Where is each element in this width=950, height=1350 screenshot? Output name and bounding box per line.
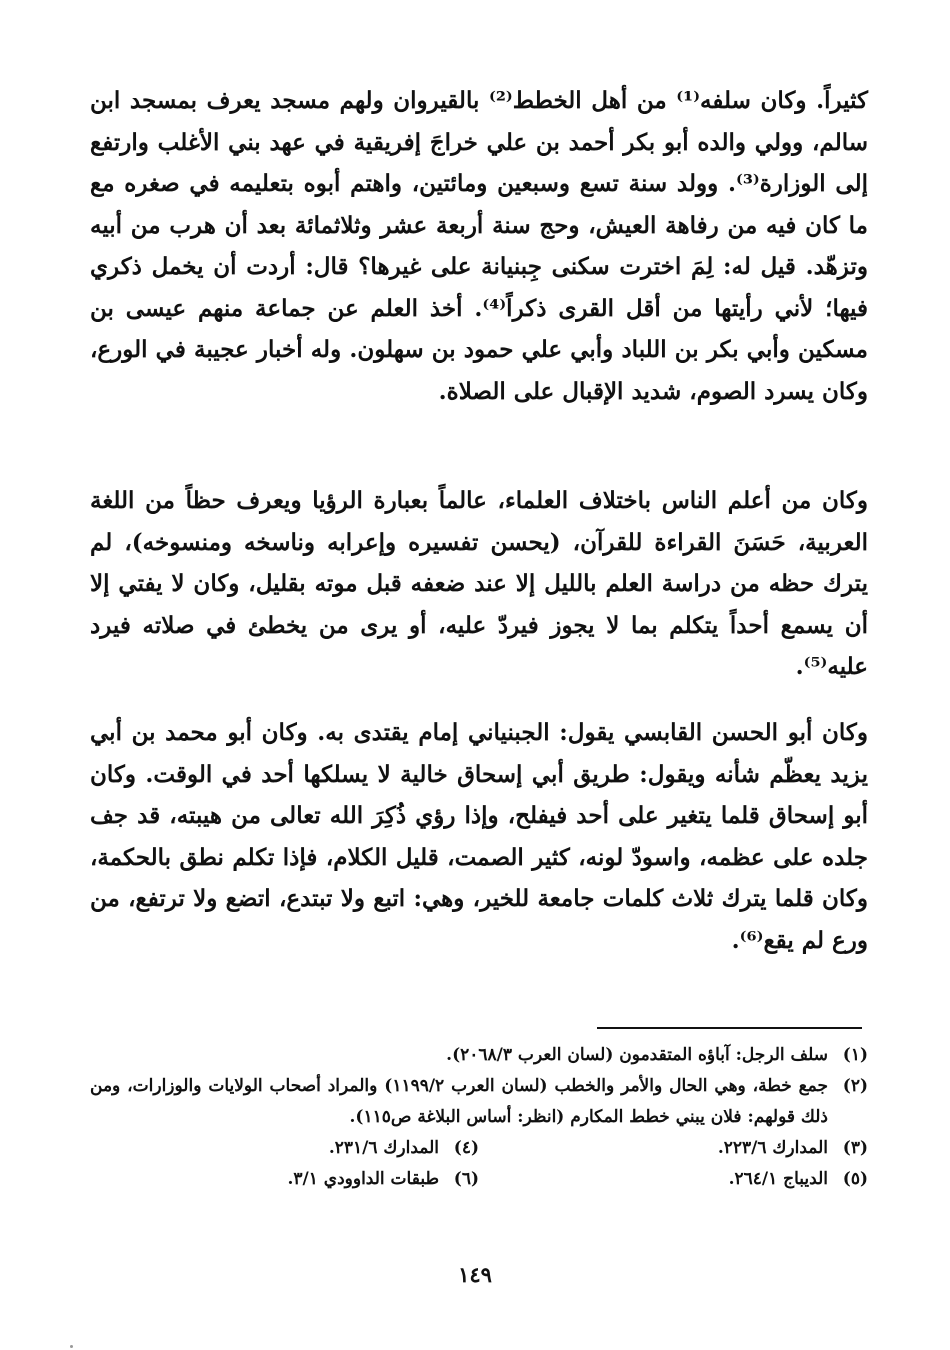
body-paragraph-3	[90, 712, 868, 961]
footnote-3-text: المدارك ٢٢٣/٦.	[717, 1138, 828, 1158]
footnote-pair-5-6	[90, 1164, 868, 1195]
footnote-2-text: جمع خطة، وهي الحال والأمر والخطب (لسان العرب ١١٩٩/٢) والمراد أصحاب الولايات والوزارات، ومن ذلك قولهم: فلان يبني خطط المكارم (انظر: أساس البلاغة ص١١٥).	[90, 1076, 828, 1127]
footnote-3-number: (٣)	[842, 1138, 868, 1158]
footnote-pair-3-4	[90, 1133, 868, 1164]
paragraph-3-text: وكان أبو الحسن القابسي يقول: الجبنياني إمام يقتدى به. وكان أبو محمد بن أبي يزيد يعظّم شأنه ويقول: طريق أبي إسحاق خالية لا يسلكها أحد في الوقت. وكان أبو إسحاق قلما يتغير على أحد فيفلح، وإذا رؤي ذُكِرَ الله تعالى من هيبته، قد جف جلده على عظمه، واسودّ لونه، كثير الصمت، قليل الكلام، فإذا تكلم نطق بالحكمة، وكان قلما يترك ثلاث كلمات جامعة للخير، وهي: اتبع ولا تبتدع، اتضع ولا ترتفع، من ورع لم يقع⁽⁶⁾.	[90, 719, 868, 954]
body-paragraph-2	[90, 480, 868, 688]
footnote-2	[90, 1071, 868, 1133]
footnote-1	[90, 1040, 868, 1071]
footnote-separator-rule	[597, 1027, 862, 1029]
footnote-6-text: طبقات الداوودي ٣/١.	[287, 1169, 439, 1189]
page-number: ١٤٩	[458, 1262, 492, 1287]
footnote-4-text: المدارك ٢٣١/٦.	[328, 1138, 439, 1158]
paragraph-2-bold-phrase: (يحسن تفسيره وإعرابه وناسخه ومنسوخه)	[131, 528, 561, 556]
footnote-4	[90, 1133, 479, 1164]
footnote-6-number: (٦)	[453, 1169, 479, 1189]
paragraph-2-text-b: ، لم يترك حظه من دراسة العلم بالليل إلا عند ضعفه قبل موته بقليل، وكان لا يفتي إلا أن يسمع أحداً يتكلم بما لا يجوز فيردّ عليه، أو يرى من يخطئ في صلاته فيرد عليه⁽⁵⁾.	[90, 528, 868, 680]
footnote-5	[479, 1164, 868, 1195]
footnotes-section	[90, 1040, 868, 1195]
footnote-6	[90, 1164, 479, 1195]
footnote-3	[479, 1133, 868, 1164]
footnote-5-text: الديباج ٢٦٤/١.	[728, 1169, 828, 1189]
paragraph-1-text: كثيراً. وكان سلفه⁽¹⁾ من أهل الخطط⁽²⁾ بالقيروان ولهم مسجد يعرف بمسجد ابن سالم، وولي والده أبو بكر أحمد بن علي خراجَ إفريقية في عهد بني الأغلب وارتفع إلى الوزارة⁽³⁾. وولد سنة تسع وسبعين ومائتين، واهتم أبوه بتعليمه في صغره مع ما كان فيه من رفاهة العيش، وحج سنة أربعة عشر وثلاثمائة بعد أن هرب من أبيه وتزهّد. قيل له: لِمَ اخترت سكنى جِبنيانة على غيرها؟ قال: أردت أن يخمل ذكري فيها؛ لأني رأيتها من أقل القرى ذكراً⁽⁴⁾. أخذ العلم عن جماعة منهم عيسى بن مسكين وأبي بكر بن اللباد وأبي علي حمود بن سهلون. وله أخبار عجيبة في الورع، وكان يسرد الصوم، شديد الإقبال على الصلاة.	[90, 87, 868, 405]
footnote-1-text: سلف الرجل: آباؤه المتقدمون (لسان العرب ٢٠٦٨/٣).	[446, 1045, 828, 1065]
body-paragraph-1	[90, 80, 868, 412]
footnote-4-number: (٤)	[453, 1138, 479, 1158]
footnote-5-number: (٥)	[842, 1169, 868, 1189]
footnote-2-number: (٢)	[842, 1076, 868, 1096]
footnote-1-number: (١)	[842, 1045, 868, 1065]
paragraph-2-text-a: وكان من أعلم الناس باختلاف العلماء، عالماً بعبارة الرؤيا ويعرف حظاً من اللغة العربية، حَسَنَ القراءة للقرآن،	[90, 487, 869, 556]
scan-speck	[70, 1345, 73, 1348]
